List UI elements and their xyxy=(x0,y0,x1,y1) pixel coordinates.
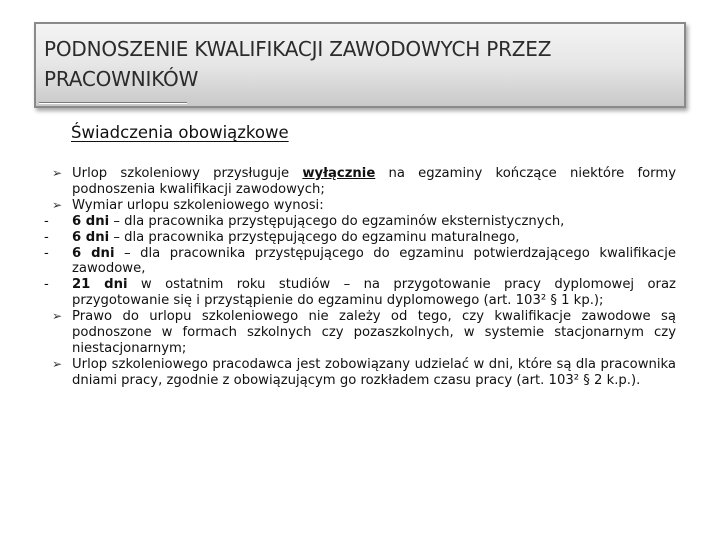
item-text: – dla pracownika przystępującego do egzaminu potwierdzającego kwalifikacje zawodowe, xyxy=(72,245,676,277)
arrow-bullet-icon: ➢ xyxy=(52,197,63,212)
days-count: 21 dni xyxy=(72,277,128,293)
item-text: Urlop szkoleniowego pracodawca jest zobowiązany udzielać w dni, które są dla pracownika dniami pracy, zgodnie z obowiązującym go rozkładem czasu pracy (art. 103² § 2 k.p.). xyxy=(72,356,676,388)
item-text: Urlop szkoleniowy przysługuje xyxy=(72,166,303,181)
days-count: 6 dni xyxy=(72,213,110,229)
list-item xyxy=(44,214,676,230)
dash-bullet: - xyxy=(44,245,49,261)
list-item xyxy=(44,277,676,309)
dash-bullet: - xyxy=(44,213,49,229)
emphasis-text: wyłącznie xyxy=(302,166,376,181)
item-text: – dla pracownika przystępującego do egzaminu maturalnego, xyxy=(109,229,520,245)
item-text: w ostatnim roku studiów – na przygotowanie pracy dyplomowej oraz przygotowanie się i przystąpienie do egzaminu dyplomowego (art. 103² § 1 kp.); xyxy=(72,277,676,309)
arrow-bullet-icon: ➢ xyxy=(52,356,63,371)
list-item xyxy=(44,198,676,214)
dash-bullet: - xyxy=(44,229,49,245)
list-item xyxy=(44,309,676,357)
title-box xyxy=(34,22,686,108)
days-count: 6 dni xyxy=(72,245,115,261)
slide-title: PODNOSZENIE KWALIFIKACJI ZAWODOWYCH PRZEZ PRACOWNIKÓW xyxy=(44,37,552,91)
arrow-bullet-icon: ➢ xyxy=(52,309,63,324)
arrow-bullet-icon: ➢ xyxy=(52,166,63,180)
list-item xyxy=(44,246,676,278)
list-item xyxy=(44,357,676,389)
item-text: na egzaminy kończące niektóre formy podnoszenia kwalifikacji zawodowych; xyxy=(72,166,676,197)
slide-subtitle: Świadczenia obowiązkowe xyxy=(71,123,289,142)
item-text: – dla pracownika przystępującego do egzaminów eksternistycznych, xyxy=(109,213,565,229)
item-text: Wymiar urlopu szkoleniowego wynosi: xyxy=(72,197,324,213)
list-item xyxy=(44,166,676,198)
item-text: Prawo do urlopu szkoleniowego nie zależy od tego, czy kwalifikacje zawodowe są podnoszone w formach szkolnych czy pozaszkolnych, w systemie stacjonarnym czy niestacjonarnym; xyxy=(72,309,676,356)
dash-bullet: - xyxy=(44,277,49,293)
slide-body xyxy=(44,166,676,389)
list-item xyxy=(44,230,676,246)
title-underline xyxy=(39,102,187,104)
days-count: 6 dni xyxy=(72,229,110,245)
